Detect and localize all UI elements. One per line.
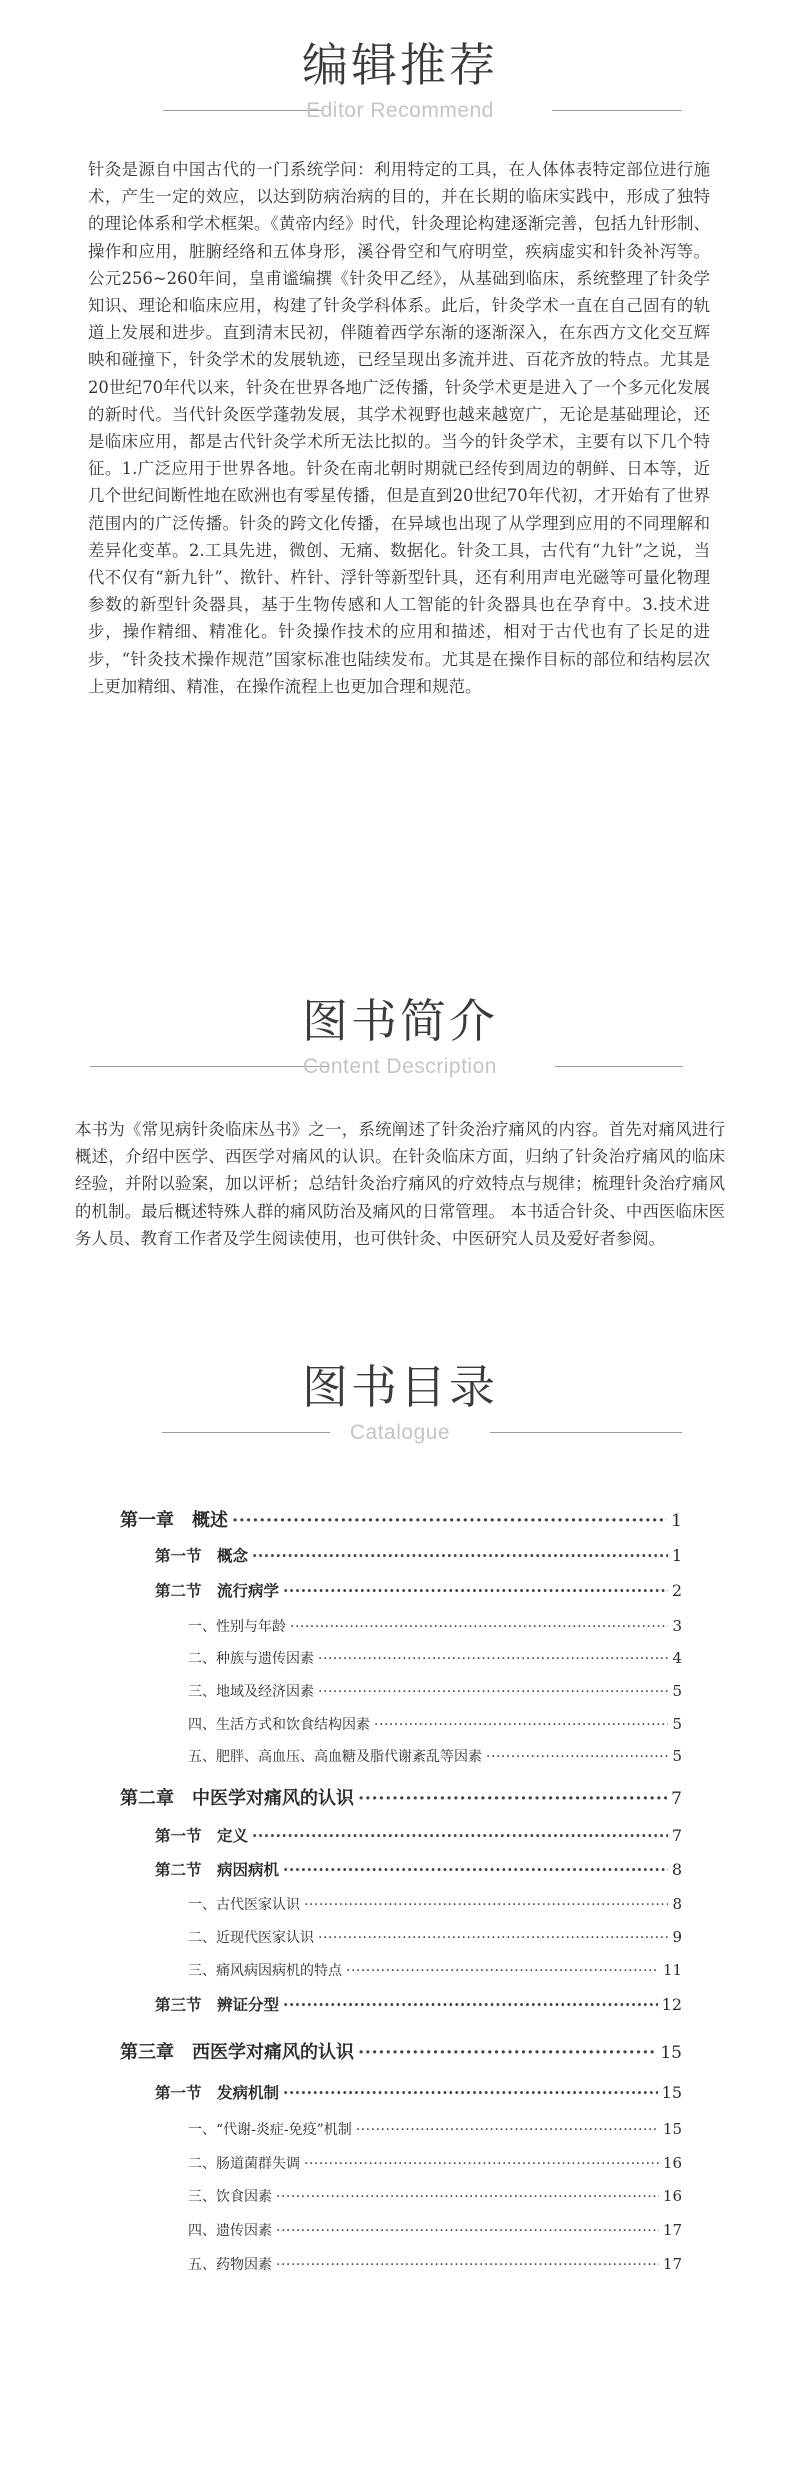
toc-section: 第一节 定义 ····· 7 [155, 1824, 682, 1846]
toc-chapter-2: 第二章 中医学对痛风的认识 ····· 7 [120, 1784, 682, 1810]
toc-section: 第二节 流行病学 ····· 2 [155, 1579, 682, 1601]
content-description-title: 图书简介 [302, 994, 498, 1048]
toc-subsection: 三、痛风病因病机的特点 ····· 11 [188, 1960, 682, 1980]
toc-subsection: 三、饮食因素 ····· 16 [188, 2186, 682, 2206]
toc-subsection: 二、肠道菌群失调 ····· 16 [188, 2153, 682, 2173]
toc-subsection: 四、遗传因素 ····· 17 [188, 2220, 682, 2240]
header-rule-right [555, 1066, 683, 1067]
content-description-text: 本书为《常见病针灸临床丛书》之一，系统阐述了针灸治疗痛风的内容。首先对痛风进行概述，介绍中医学、西医学对痛风的认识。在针灸临床方面，归纳了针灸治疗痛风的临床经验，并附以验案，加以评析；总结针灸治疗痛风的疗效特点与规律；梳理针灸治疗痛风的机制。最后概述特殊人群的痛风防治及痛风的日常管理。 本书适合针灸、中西医临床医务人员、教育工作者及学生阅读使用，也可供针灸、中医研究人员及爱好者参阅。 [75, 1120, 725, 1248]
toc-subsection: 一、性别与年龄 ····· 3 [188, 1616, 682, 1636]
toc-section: 第一节 发病机制 ····· 15 [155, 2081, 682, 2103]
toc-subsection: 二、种族与遗传因素 ····· 4 [188, 1648, 682, 1668]
toc-subsection: 四、生活方式和饮食结构因素 ····· 5 [188, 1714, 682, 1734]
toc-subsection: 五、肥胖、高血压、高血糖及脂代谢紊乱等因素 ····· 5 [188, 1746, 682, 1766]
toc-subsection: 二、近现代医家认识 ····· 9 [188, 1927, 682, 1947]
toc-subsection: 一、“代谢-炎症-免疫”机制 ····· 15 [188, 2119, 682, 2139]
editor-recommend-text: 针灸是源自中国古代的一门系统学问：利用特定的工具，在人体体表特定部位进行施术，产生一定的效应，以达到防病治病的目的，并在长期的临床实践中，形成了独特的理论体系和学术框架。《黄帝内经》时代，针灸理论构建逐渐完善，包括九针形制、操作和应用，脏腑经络和五体身形，溪谷骨空和气府明堂，疾病虚实和针灸补泻等。公元256~260年间，皇甫谧编撰《针灸甲乙经》，从基础到临床，系统整理了针灸学知识、理论和临床应用，构建了针灸学科体系。此后，针灸学术一直在自己固有的轨道上发展和进步。直到清末民初，伴随着西学东渐的逐渐深入，在东西方文化交互辉映和碰撞下，针灸学术的发展轨迹，已经呈现出多流并进、百花齐放的特点。尤其是20世纪70年代以来，针灸在世界各地广泛传播，针灸学术更是进入了一个多元化发展的新时代。当代针灸医学蓬勃发展，其学术视野也越来越宽广，无论是基础理论，还是临床应用，都是古代针灸学术所无法比拟的。当今的针灸学术，主要有以下几个特征。1.广泛应用于世界各地。针灸在南北朝时期就已经传到周边的朝鲜、日本等，近几个世纪间断性地在欧洲也有零星传播，但是直到20世纪70年代初，才开始有了世界范围内的广泛传播。针灸的跨文化传播，在异域也出现了从学理到应用的不同理解和差异化变革。2.工具先进，微创、无痛、数据化。针灸工具，古代有“九针”之说，当代不仅有“新九针”、揿针、杵针、浮针等新型针具，还有利用声电光磁等可量化物理参数的新型针灸器具，基于生物传感和人工智能的针灸器具也在孕育中。3.技术进步，操作精细、精准化。针灸操作技术的应用和描述，相对于古代也有了长足的进步，“针灸技术操作规范”国家标准也陆续发布。尤其是在操作目标的部位和结构层次上更加精细、精准，在操作流程上也更加合理和规范。 [88, 160, 710, 696]
catalogue-subtitle: Catalogue [349, 1421, 451, 1444]
editor-recommend-subtitle: Editor Recommend [306, 99, 494, 122]
header-rule-right [552, 110, 682, 111]
header-rule-right [490, 1432, 682, 1433]
toc-chapter-1: 第一章 概述 ····· 1 [120, 1506, 682, 1532]
toc-subsection: 一、古代医家认识 ····· 8 [188, 1894, 682, 1914]
toc-section: 第一节 概念 ····· 1 [155, 1544, 682, 1566]
content-description-subtitle: Content Description [303, 1055, 497, 1078]
toc-subsection: 五、药物因素 ····· 17 [188, 2254, 682, 2274]
toc-section: 第二节 病因病机 ····· 8 [155, 1858, 682, 1880]
editor-recommend-title: 编辑推荐 [302, 38, 498, 92]
catalogue-title: 图书目录 [302, 1360, 498, 1414]
toc-subsection: 三、地域及经济因素 ····· 5 [188, 1681, 682, 1701]
toc-section: 第三节 辨证分型 ····· 12 [155, 1993, 682, 2015]
toc-chapter-3: 第三章 西医学对痛风的认识 ····· 15 [120, 2038, 682, 2064]
